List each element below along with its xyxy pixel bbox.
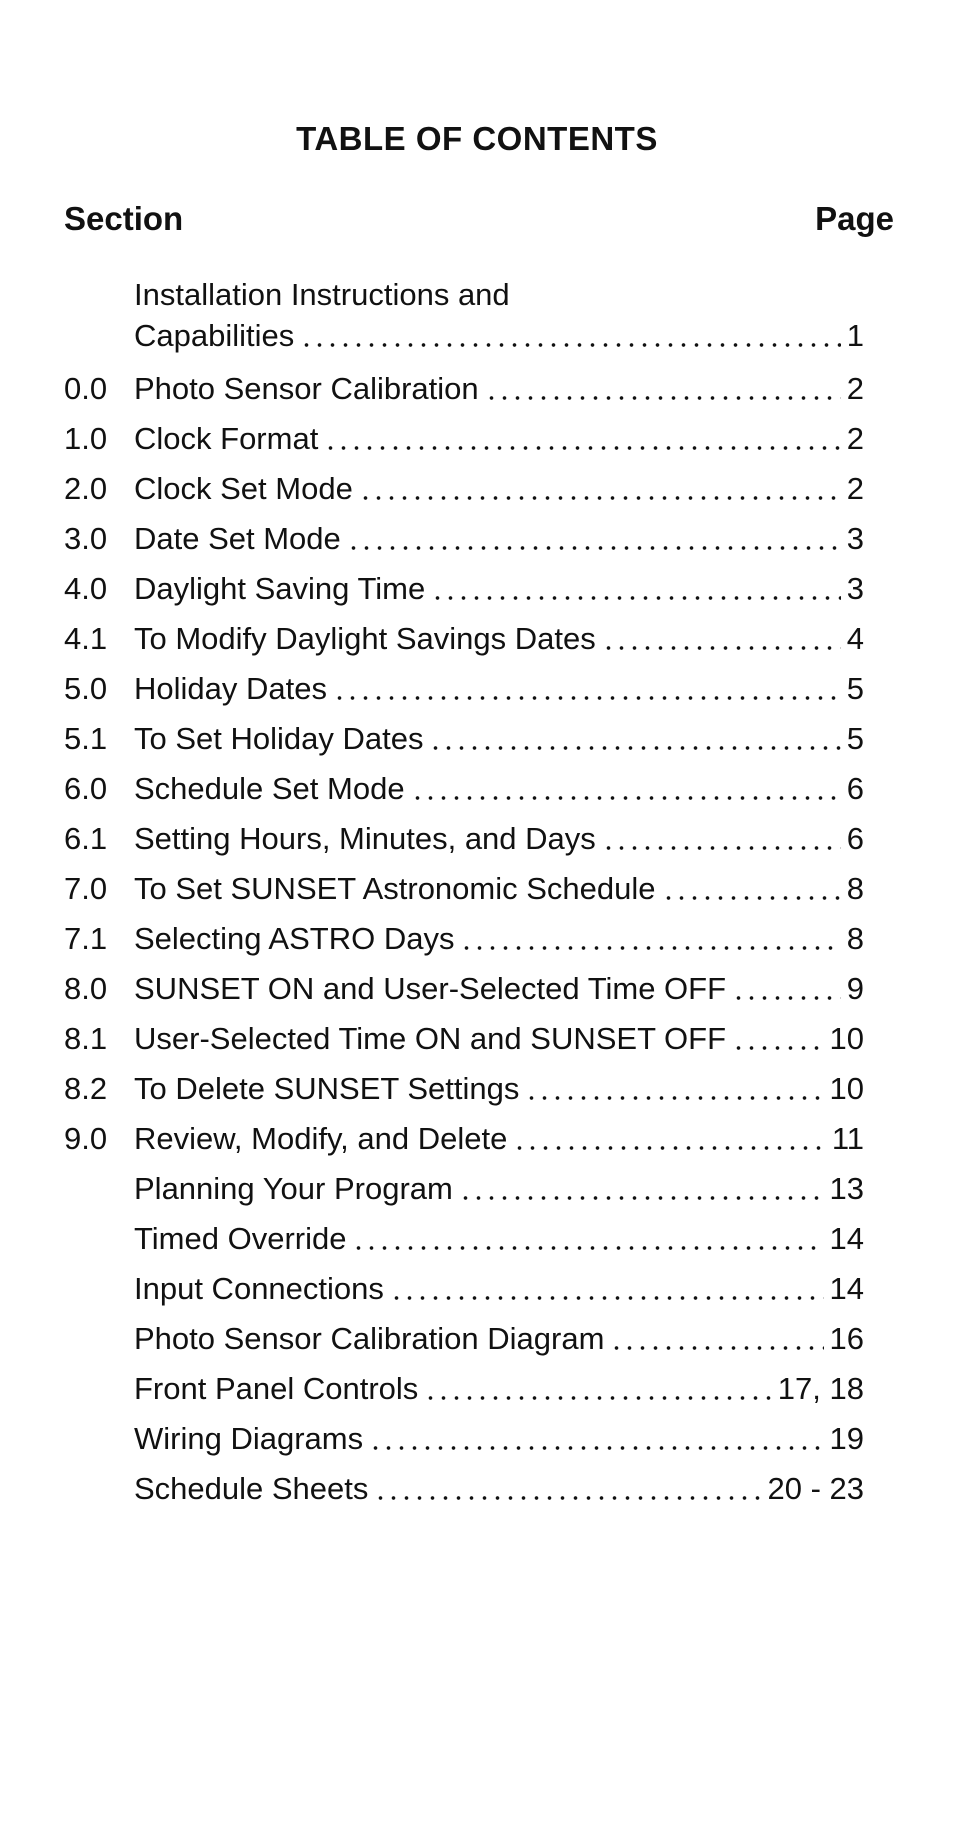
entry-page-number: 10 [829, 1021, 864, 1056]
entry-page-number: 6 [846, 771, 864, 806]
toc-entry [64, 964, 864, 1014]
entry-number: 5.1 [64, 721, 108, 756]
entry-page-number: 16 [829, 1321, 864, 1356]
dot-leader [333, 670, 841, 701]
toc-entry [64, 414, 864, 464]
dot-leader [602, 620, 841, 651]
dot-leader [431, 570, 841, 601]
entry-title: Wiring Diagrams [134, 1421, 364, 1456]
entry-title: Date Set Mode [134, 521, 341, 556]
toc-entry [64, 1014, 864, 1064]
entry-title: Clock Set Mode [134, 471, 353, 506]
entry-number: 3.0 [64, 521, 108, 556]
toc-entry [64, 1164, 864, 1214]
toc-entry [64, 1064, 864, 1114]
entry-title: Front Panel Controls [134, 1371, 419, 1406]
entry-page-number: 5 [846, 671, 864, 706]
toc-entry [64, 564, 864, 614]
toc-entry [64, 1114, 864, 1164]
entry-number: 1.0 [64, 421, 108, 456]
entry-number: 4.0 [64, 571, 108, 606]
toc-entry [64, 464, 864, 514]
toc-entry [64, 1414, 864, 1464]
entry-title: To Set SUNSET Astronomic Schedule [134, 871, 656, 906]
entry-page-number: 17, 18 [777, 1371, 864, 1406]
entry-number: 9.0 [64, 1121, 108, 1156]
entry-page-number: 19 [829, 1421, 864, 1456]
entry-page-number: 14 [829, 1271, 864, 1306]
toc-entry [64, 364, 864, 414]
entry-title: Photo Sensor Calibration Diagram [134, 1321, 605, 1356]
entry-page-number: 8 [846, 871, 864, 906]
entry-title: Schedule Sheets [134, 1471, 369, 1506]
page-title: TABLE OF CONTENTS [296, 120, 658, 157]
dot-leader [390, 1270, 824, 1301]
entry-title: Holiday Dates [134, 671, 327, 706]
toc-list [64, 276, 864, 1514]
entry-title: Schedule Set Mode [134, 771, 405, 806]
dot-leader [411, 770, 841, 801]
entry-page-number: 3 [846, 521, 864, 556]
dot-leader [352, 1220, 823, 1251]
entry-page-number: 5 [846, 721, 864, 756]
dot-leader [424, 1370, 771, 1401]
entry-title: SUNSET ON and User-Selected Time OFF [134, 971, 727, 1006]
entry-title: To Set Holiday Dates [134, 721, 424, 756]
entry-number: 0.0 [64, 371, 108, 406]
entry-page-number: 6 [846, 821, 864, 856]
entry-number: 5.0 [64, 671, 108, 706]
entry-title: Setting Hours, Minutes, and Days [134, 821, 596, 856]
toc-entry [64, 1464, 864, 1514]
toc-entry [64, 914, 864, 964]
dot-leader [610, 1320, 823, 1351]
entry-number: 2.0 [64, 471, 108, 506]
entry-page-number: 14 [829, 1221, 864, 1256]
entry-number: 4.1 [64, 621, 108, 656]
toc-entry [64, 764, 864, 814]
entry-page-number: 8 [846, 921, 864, 956]
toc-entry [64, 864, 864, 914]
entry-number: 8.2 [64, 1071, 108, 1106]
dot-leader [525, 1070, 823, 1101]
entry-page-number: 2 [846, 371, 864, 406]
entry-page-number: 13 [829, 1171, 864, 1206]
entry-title: Selecting ASTRO Days [134, 921, 455, 956]
entry-page-number: 11 [831, 1121, 864, 1156]
entry-page-number: 1 [846, 318, 864, 353]
dot-leader [324, 420, 840, 451]
toc-entry [64, 1214, 864, 1264]
dot-leader [485, 370, 841, 401]
dot-leader [602, 820, 841, 851]
dot-leader [513, 1120, 825, 1151]
entry-title: Clock Format [134, 421, 319, 456]
entry-page-number: 2 [846, 471, 864, 506]
toc-entry [64, 614, 864, 664]
entry-title: To Modify Daylight Savings Dates [134, 621, 596, 656]
entry-number: 7.0 [64, 871, 108, 906]
dot-leader [369, 1420, 823, 1451]
dot-leader [300, 317, 840, 348]
dot-leader [732, 970, 841, 1001]
entry-title: To Delete SUNSET Settings [134, 1071, 520, 1106]
toc-entry [64, 664, 864, 714]
section-column-header: Section [64, 200, 184, 237]
entry-page-number: 10 [829, 1071, 864, 1106]
entry-page-number: 4 [846, 621, 864, 656]
entry-title: Planning Your Program [134, 1171, 453, 1206]
entry-number: 6.1 [64, 821, 108, 856]
entry-page-number: 9 [846, 971, 864, 1006]
entry-title: Photo Sensor Calibration [134, 371, 479, 406]
entry-number: 8.1 [64, 1021, 108, 1056]
dot-leader [359, 470, 841, 501]
entry-title: User-Selected Time ON and SUNSET OFF [134, 1021, 727, 1056]
entry-title: Daylight Saving Time [134, 571, 426, 606]
toc-entry [64, 714, 864, 764]
dot-leader [662, 870, 841, 901]
entry-number: 7.1 [64, 921, 108, 956]
entry-number: 6.0 [64, 771, 108, 806]
entry-page-number: 2 [846, 421, 864, 456]
page-column-header: Page [815, 200, 894, 237]
entry-title: Input Connections [134, 1271, 384, 1306]
entry-title: Timed Override [134, 1221, 347, 1256]
dot-leader [460, 920, 840, 951]
toc-entry [64, 814, 864, 864]
toc-entry [64, 1314, 864, 1364]
toc-entry [64, 276, 864, 364]
entry-page-number: 20 - 23 [767, 1471, 864, 1506]
entry-title: Review, Modify, and Delete [134, 1121, 508, 1156]
entry-page-number: 3 [846, 571, 864, 606]
toc-entry [64, 1264, 864, 1314]
toc-entry [64, 1364, 864, 1414]
dot-leader [374, 1470, 761, 1501]
dot-leader [347, 520, 841, 551]
dot-leader [459, 1170, 824, 1201]
dot-leader [429, 720, 840, 751]
dot-leader [732, 1020, 823, 1051]
entry-title-line-1: Installation Instructions and [134, 277, 510, 312]
entry-title: Capabilities [134, 318, 295, 353]
entry-number: 8.0 [64, 971, 108, 1006]
toc-entry [64, 514, 864, 564]
